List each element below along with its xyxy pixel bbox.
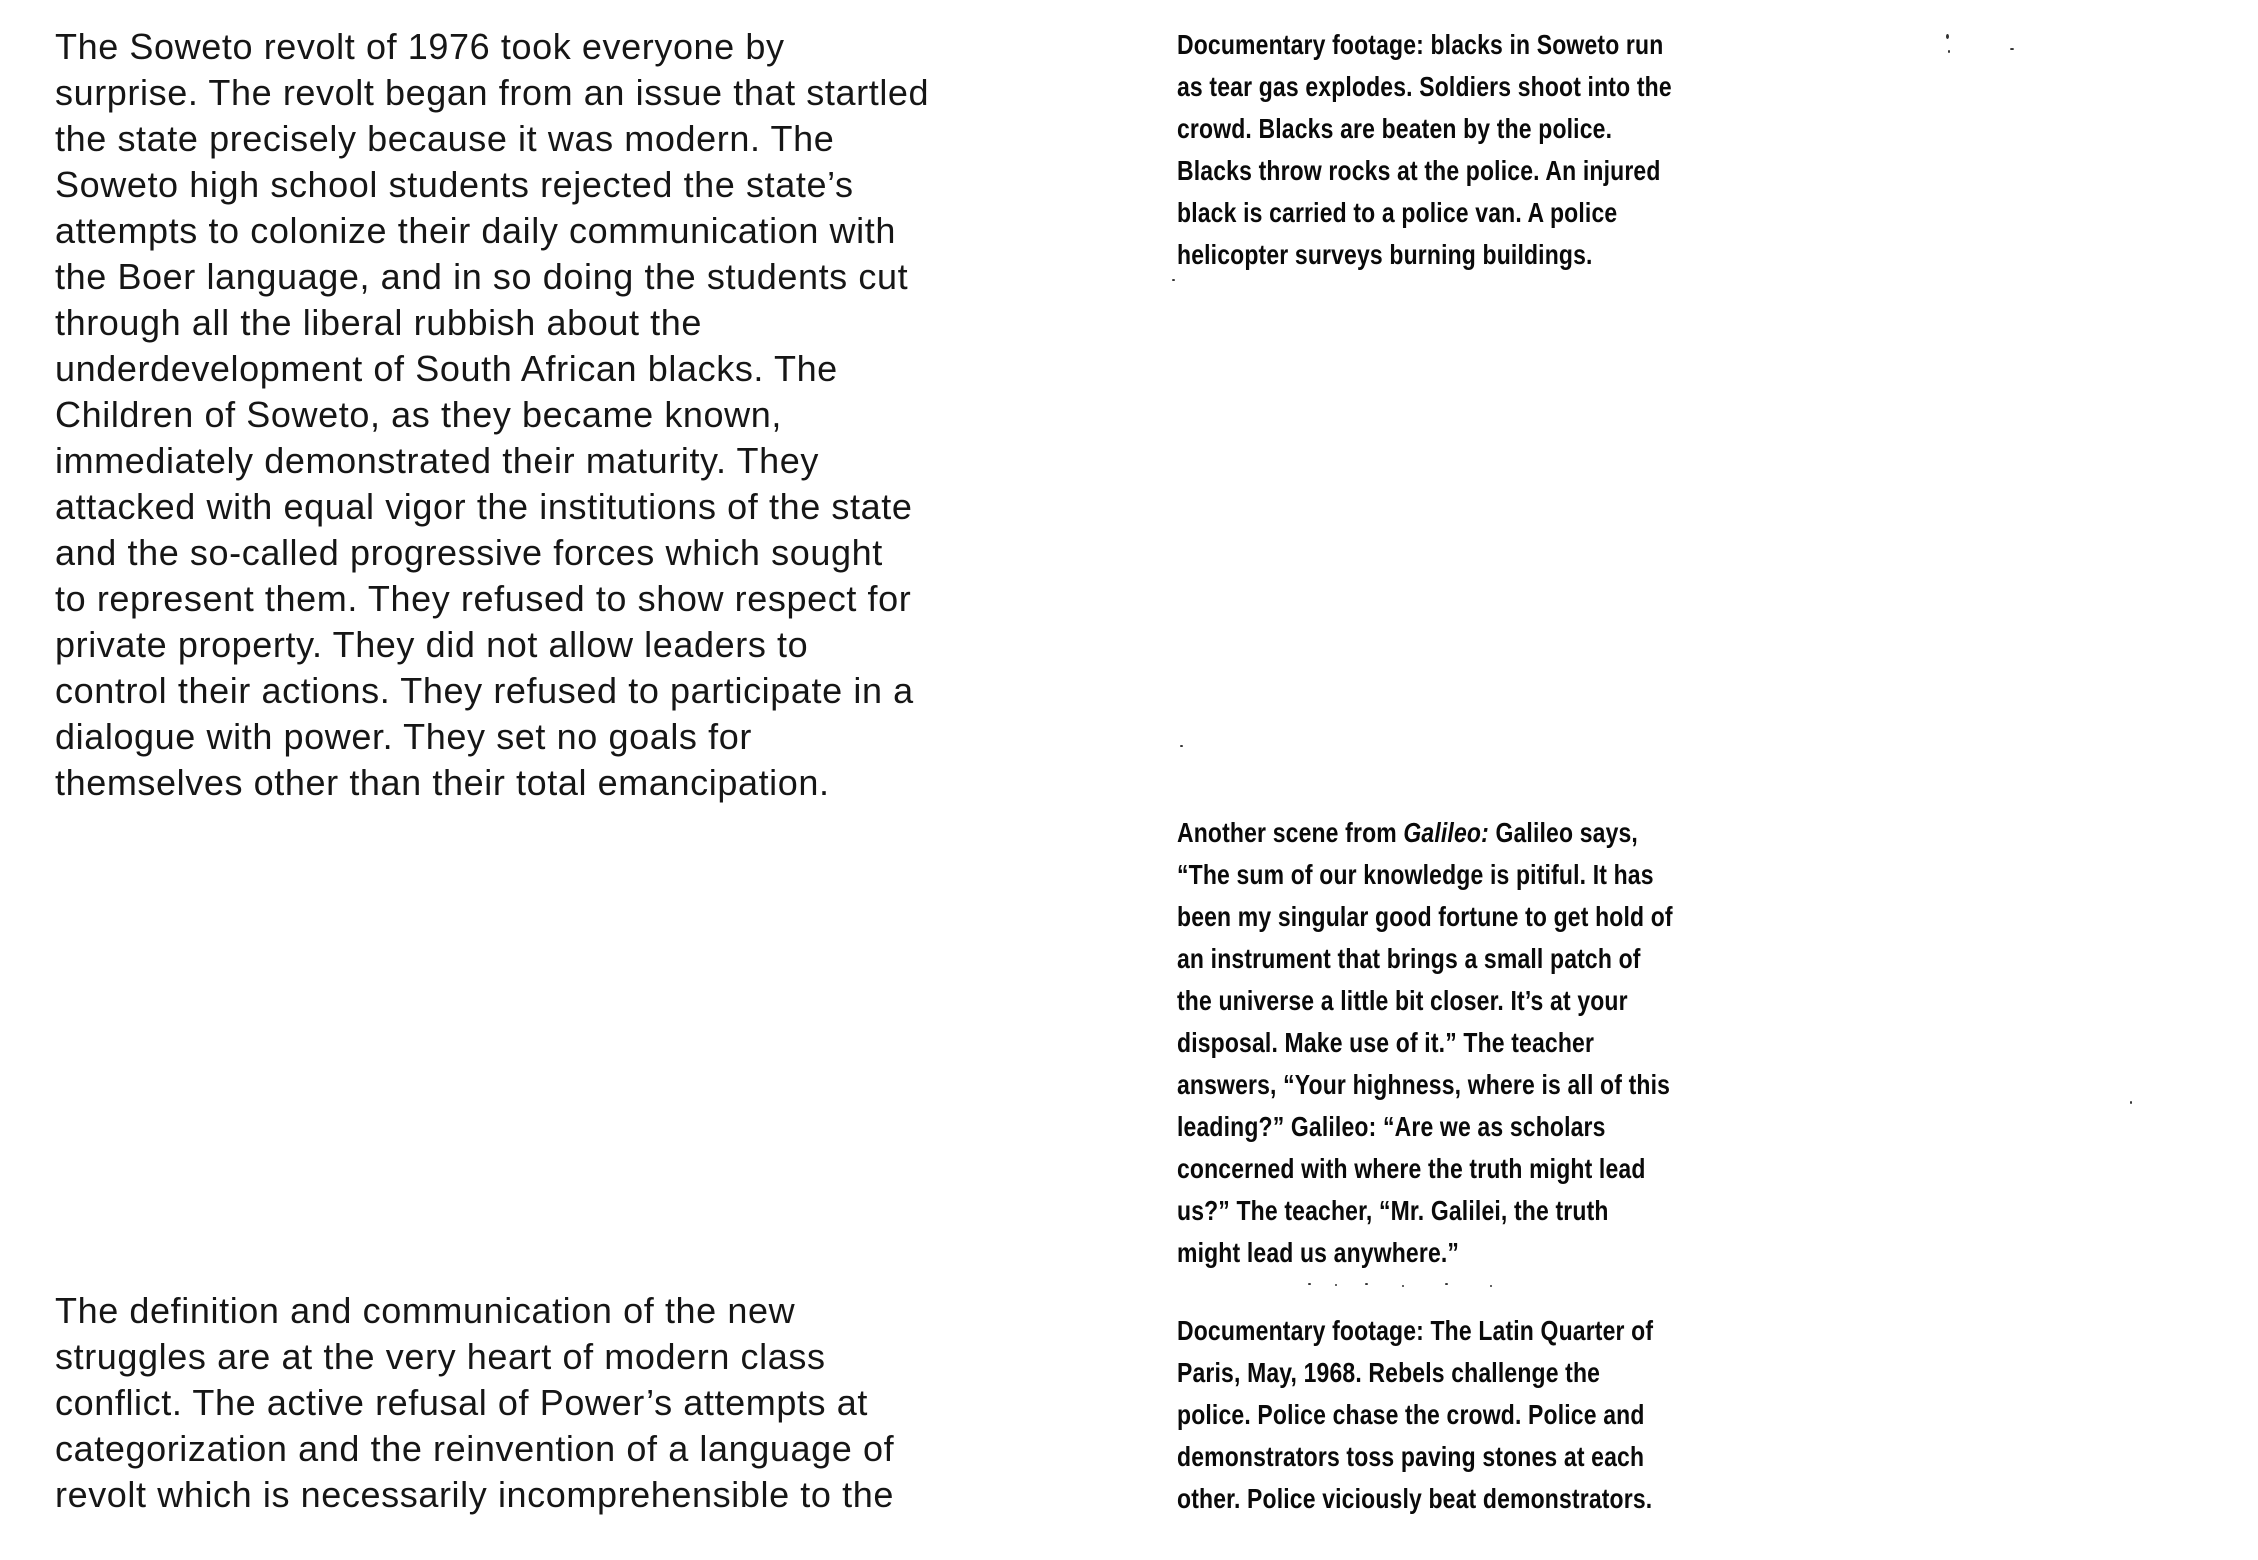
text-line: and the so-called progressive forces which sought <box>55 532 883 573</box>
caption-line: an instrument that brings a small patch of <box>1177 943 1641 974</box>
text-line: control their actions. They refused to participate in a <box>55 670 914 711</box>
caption-suffix: Galileo says, <box>1488 817 1638 848</box>
caption-line: concerned with where the truth might lead <box>1177 1153 1646 1184</box>
text-line: to represent them. They refused to show respect for <box>55 578 912 619</box>
scan-speck <box>1365 1283 1368 1285</box>
text-line: through all the liberal rubbish about the <box>55 302 703 343</box>
caption-line: police. Police chase the crowd. Police and <box>1177 1399 1645 1430</box>
caption-line: us?” The teacher, “Mr. Galilei, the truth <box>1177 1195 1609 1226</box>
caption-line: Blacks throw rocks at the police. An injured <box>1177 155 1661 186</box>
caption-line: disposal. Make use of it.” The teacher <box>1177 1027 1595 1058</box>
caption-line: other. Police viciously beat demonstrators. <box>1177 1483 1653 1514</box>
scan-speck <box>1946 34 1949 39</box>
text-line: revolt which is necessarily incomprehensible to the <box>55 1474 894 1515</box>
caption-line: Documentary footage: The Latin Quarter of <box>1177 1315 1654 1346</box>
text-line: struggles are at the very heart of modern class <box>55 1336 826 1377</box>
caption-film-title: Galileo: <box>1403 817 1489 848</box>
caption-line: demonstrators toss paving stones at each <box>1177 1441 1645 1472</box>
caption-line <box>1177 812 1673 854</box>
text-line: Soweto high school students rejected the state’s <box>55 164 854 205</box>
text-line: immediately demonstrated their maturity. They <box>55 440 819 481</box>
text-line: Children of Soweto, as they became known, <box>55 394 782 435</box>
caption-paris-footage <box>1177 1310 1653 1520</box>
scan-speck <box>1445 1283 1448 1285</box>
text-line: dialogue with power. They set no goals for <box>55 716 752 757</box>
text-line: The definition and communication of the new <box>55 1290 796 1331</box>
caption-line: leading?” Galileo: “Are we as scholars <box>1177 1111 1606 1142</box>
body-paragraph-soweto <box>55 24 929 806</box>
text-line: attempts to colonize their daily communication with <box>55 210 896 251</box>
caption-soweto-footage <box>1177 24 1672 276</box>
caption-line: might lead us anywhere.” <box>1177 1237 1460 1268</box>
text-line: surprise. The revolt began from an issue that startled <box>55 72 930 113</box>
text-line: categorization and the reinvention of a language of <box>55 1428 895 1469</box>
scan-speck <box>1490 1285 1492 1287</box>
caption-line: answers, “Your highness, where is all of this <box>1177 1069 1671 1100</box>
caption-line: Paris, May, 1968. Rebels challenge the <box>1177 1357 1601 1388</box>
text-line: The Soweto revolt of 1976 took everyone by <box>55 26 785 67</box>
text-line: the state precisely because it was modern. The <box>55 118 835 159</box>
scan-speck <box>1180 745 1183 747</box>
scan-speck <box>1402 1285 1404 1287</box>
caption-line: “The sum of our knowledge is pitiful. It has <box>1177 859 1654 890</box>
caption-line: as tear gas explodes. Soldiers shoot into the <box>1177 71 1672 102</box>
text-line: underdevelopment of South African blacks. The <box>55 348 838 389</box>
text-line: attacked with equal vigor the institutions of the state <box>55 486 913 527</box>
caption-line: been my singular good fortune to get hold of <box>1177 901 1673 932</box>
caption-line: crowd. Blacks are beaten by the police. <box>1177 113 1613 144</box>
text-line: the Boer language, and in so doing the students cut <box>55 256 909 297</box>
scan-speck <box>1172 279 1175 281</box>
caption-prefix: Another scene from <box>1177 817 1404 848</box>
caption-galileo-scene <box>1177 812 1673 1274</box>
scan-speck <box>2130 1101 2132 1104</box>
caption-line: the universe a little bit closer. It’s at your <box>1177 985 1628 1016</box>
scan-speck <box>1948 50 1950 53</box>
caption-line: black is carried to a police van. A police <box>1177 197 1618 228</box>
text-line: private property. They did not allow leaders to <box>55 624 809 665</box>
caption-line: Documentary footage: blacks in Soweto run <box>1177 29 1664 60</box>
scan-speck <box>2010 48 2014 50</box>
caption-line: helicopter surveys burning buildings. <box>1177 239 1593 270</box>
scan-speck <box>1335 1284 1337 1286</box>
text-line: themselves other than their total emancipation. <box>55 762 830 803</box>
text-line: conflict. The active refusal of Power’s attempts at <box>55 1382 868 1423</box>
body-paragraph-definition <box>55 1288 894 1518</box>
scan-speck <box>1308 1283 1311 1285</box>
